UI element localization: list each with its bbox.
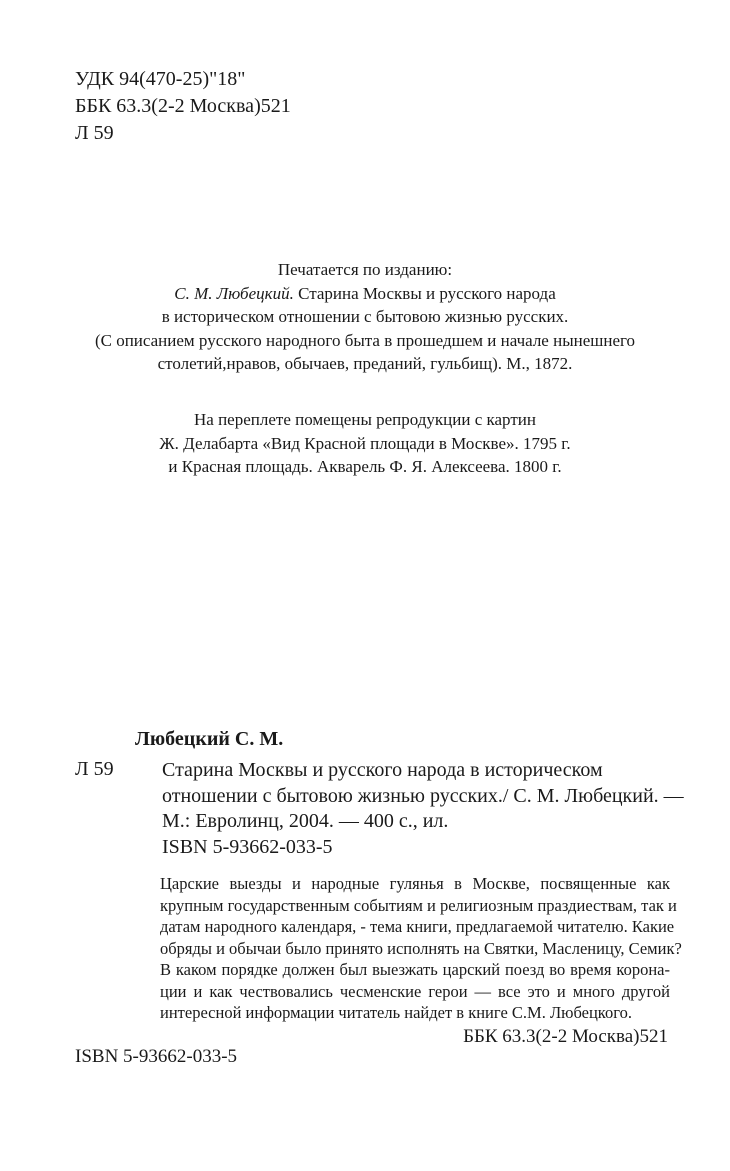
catalog-author-mark: Л 59 — [75, 758, 114, 780]
catalog-isbn: ISBN 5-93662-033-5 — [162, 835, 333, 858]
source-title-line-3: (С описанием русского народного быта в прошедшем и начале нынешнего — [94, 330, 636, 350]
source-edition-note — [70, 258, 660, 376]
footer-isbn: ISBN 5-93662-033-5 — [75, 1046, 238, 1067]
source-author: С. М. Любецкий. — [174, 283, 294, 303]
catalog-title-line-1: Старина Москвы и русского народа в историческом — [162, 759, 603, 781]
catalog-author: Любецкий С. М. — [135, 728, 284, 750]
bbk-code: ББК 63.3(2-2 Москва)521 — [75, 95, 291, 117]
author-mark: Л 59 — [75, 122, 114, 144]
cover-note-line-3: и Красная площадь. Акварель Ф. Я. Алексеева. 1800 г. — [168, 457, 562, 476]
catalog-description — [162, 758, 684, 860]
cover-note-line-1: На переплете помещены репродукции с картин — [194, 410, 536, 429]
annotation-line: Царские выезды и народные гулянья в Москве, посвященные как — [160, 874, 670, 893]
catalog-title-line-2: отношении с бытовою жизнью русских./ С. М. Любецкий. — — [162, 784, 684, 807]
udk-code: УДК 94(470-25)"18" — [75, 68, 246, 90]
annotation-line: интересной информации читатель найдет в книге С.М. Любецкого. — [160, 1003, 632, 1022]
footer-bbk-code: ББК 63.3(2-2 Москва)521 — [463, 1026, 668, 1047]
cover-note — [70, 408, 660, 479]
annotation-line: В каком порядке должен был выезжать царский поезд во время корона- — [160, 960, 670, 979]
catalog-imprint: М.: Евролинц, 2004. — 400 с., ил. — [162, 810, 449, 832]
source-title-line-2: в историческом отношении с бытовою жизнью русских. — [161, 307, 569, 326]
source-title-start: Старина Москвы и русского народа — [293, 283, 556, 303]
annotation-line: обряды и обычаи было принято исполнять на Святки, Масленицу, Семик? — [160, 938, 682, 958]
cover-note-line-2: Ж. Делабарта «Вид Красной площади в Москве». 1795 г. — [159, 433, 571, 453]
source-title-line-1 — [70, 282, 660, 306]
annotation-line: крупным государственным событиям и религиозным праздиествам, так и — [160, 895, 677, 915]
annotation-line: ции и как чествовались чесменские герои — все это и много другой — [160, 981, 670, 1001]
annotation — [160, 873, 682, 1024]
source-intro: Печатается по изданию: — [277, 260, 453, 279]
source-title-line-4: столетий,нравов, обычаев, преданий, гульбищ). М., 1872. — [157, 354, 573, 373]
annotation-line: датам народного календаря, - тема книги, предлагаемой читателю. Какие — [160, 917, 675, 936]
